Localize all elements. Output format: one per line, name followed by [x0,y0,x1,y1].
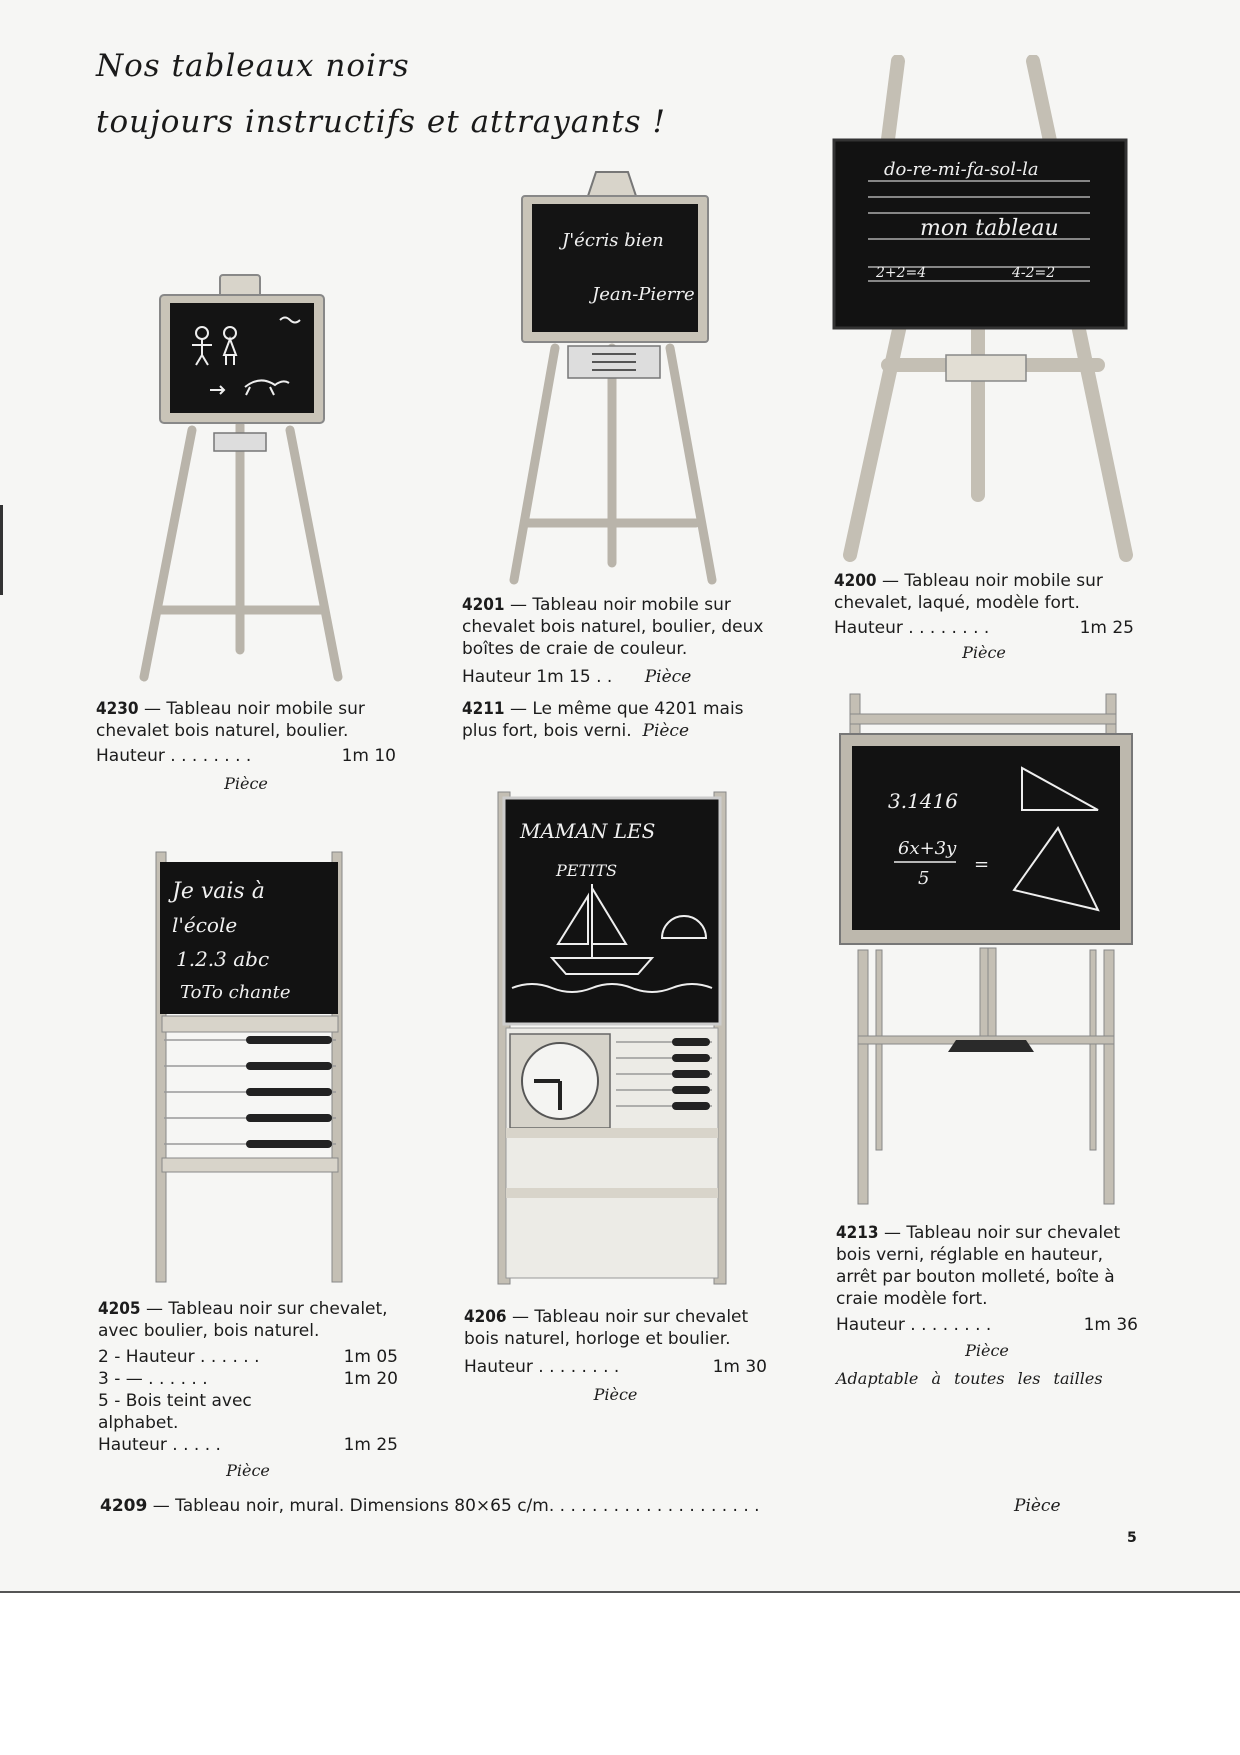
product-4200-price-label: Pièce [962,643,1006,662]
product-4213-desc: 4213 — Tableau noir sur chevalet bois verni, réglable en hauteur, arrêt par bouton molleté, boîte à craie modèle fort. [836,1223,1121,1309]
product-4206 [464,1306,767,1406]
page-title-line-2: toujours instructifs et attrayants ! [96,104,666,140]
product-4205-option-5: 5 - Bois teint avec alphabet. [98,1391,252,1433]
product-4213-height: Hauteur . . . . . . . . 1m 36 [836,1315,1138,1335]
product-4213-price-label: Pièce [965,1341,1009,1360]
board-4213-line3: 5 [918,868,930,889]
product-4200-height: Hauteur . . . . . . . . 1m 25 [834,618,1134,638]
product-4209-desc: — Tableau noir, mural. Dimensions 80×65 c/m. . . . . . . . . . . . . . . . . . . . [152,1496,760,1516]
board-4200-line2: mon tableau [920,216,1059,241]
board-4201-line1: J'écris bien [562,230,664,251]
board-4205-line1: Je vais à [172,879,265,904]
product-4213-note: Adaptable à toutes les tailles [836,1369,1103,1388]
product-4213 [836,1222,1138,1390]
board-4200-line1: do-re-mi-fa-sol-la [884,159,1039,180]
product-4230 [96,698,396,795]
product-4230-desc: 4230 — Tableau noir mobile sur chevalet bois naturel, boulier. [96,699,365,741]
product-4205-number: 4205 [98,1299,141,1319]
product-4201-number: 4201 [462,595,505,615]
product-4211-number: 4211 [462,699,505,719]
board-4213-line1: 3.1416 [888,789,958,813]
product-4230-price-label: Pièce [224,774,268,793]
board-4205-line4: ToTo chante [180,982,291,1003]
board-4205-line2: l'école [172,913,238,937]
product-4206-height: Hauteur . . . . . . . . 1m 30 [464,1357,767,1377]
product-4205-option-3: 3 - — . . . . . . 1m 20 [98,1369,398,1389]
easel-4200-illustration [828,55,1138,565]
product-4205-option-2: 2 - Hauteur . . . . . . 1m 05 [98,1347,398,1367]
product-4230-height: Hauteur . . . . . . . . 1m 10 [96,746,396,766]
product-4205-desc: 4205 — Tableau noir sur chevalet, avec boulier, bois naturel. [98,1299,388,1341]
page-number: 5 [1127,1530,1137,1546]
binding-mark [0,505,11,595]
board-4200-line3: 2+2=4 [876,265,927,281]
product-4200 [834,570,1134,664]
product-4205 [98,1298,398,1482]
board-4213-line2: 6x+3y [898,838,957,859]
product-4209 [100,1496,1060,1516]
product-4201-height: Hauteur 1m 15 . . Pièce [462,667,692,687]
board-4206-line1: MAMAN LES [520,819,656,843]
board-4213-line4: = [974,854,990,875]
product-4209-number: 4209 [100,1496,148,1516]
product-4230-number: 4230 [96,699,139,719]
easel-4213-illustration [836,690,1136,1210]
product-4201-desc: 4201 — Tableau noir mobile sur chevalet bois naturel, boulier, deux boîtes de craie de couleur. [462,595,764,659]
product-4200-number: 4200 [834,571,877,591]
product-4209-price-label: Pièce [1014,1496,1061,1516]
board-4206-line2: PETITS [556,861,618,880]
product-4205-price-label: Pièce [226,1461,270,1480]
board-4200-line4: 4-2=2 [1012,265,1056,281]
product-4205-option-5-height: Hauteur . . . . . 1m 25 [98,1435,398,1455]
product-4206-number: 4206 [464,1307,507,1327]
product-4211: 4211 — Le même que 4201 mais plus fort, bois verni. Pièce [462,699,744,741]
easel-4206-illustration [492,788,732,1288]
product-4201 [462,594,767,742]
easel-4205-illustration [150,848,350,1288]
easel-4230-illustration [130,265,350,685]
product-4206-desc: 4206 — Tableau noir sur chevalet bois naturel, horloge et boulier. [464,1307,749,1349]
page-title-line-1: Nos tableaux noirs [96,48,410,84]
product-4213-number: 4213 [836,1223,879,1243]
page-edge [0,1591,1240,1593]
board-4205-line3: 1.2.3 abc [176,947,270,971]
product-4206-price-label: Pièce [593,1385,638,1404]
board-4201-line2: Jean-Pierre [592,284,695,305]
product-4200-desc: 4200 — Tableau noir mobile sur chevalet, laqué, modèle fort. [834,571,1103,613]
easel-4201-illustration [500,168,730,588]
